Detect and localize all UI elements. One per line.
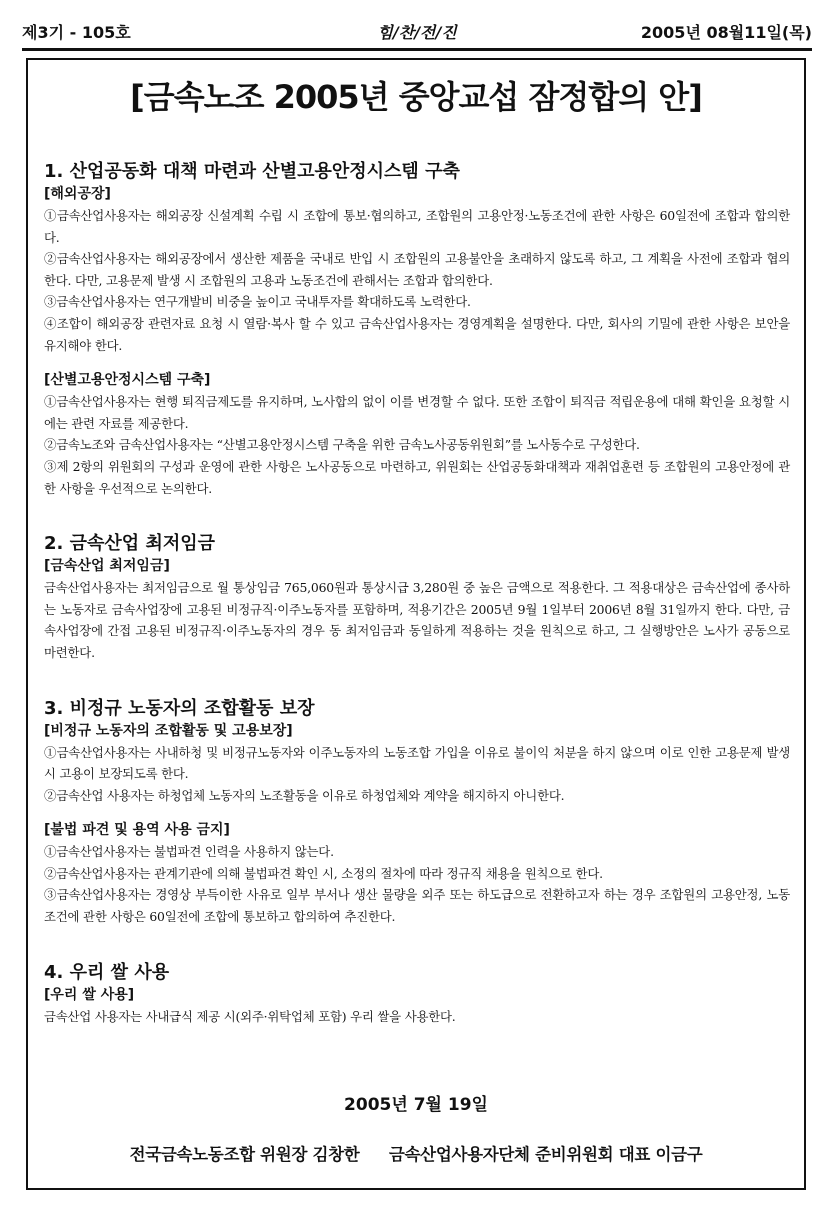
signatures bbox=[28, 1141, 804, 1165]
clause: ④조합이 해외공장 관련자료 요청 시 열람·복사 할 수 있고 금속산업사용자는 경영계획을 설명한다. 다만, 회사의 기밀에 관한 사항은 보안을 유지해야 한다. bbox=[44, 315, 790, 353]
clause: 금속산업 사용자는 사내급식 제공 시(외주·위탁업체 포함) 우리 쌀을 사용한다. bbox=[44, 1008, 456, 1024]
subsection-title: [비정규 노동자의 조합활동 및 고용보장] bbox=[44, 722, 293, 739]
clause: ②금속산업사용자는 관계기관에 의해 불법파견 확인 시, 소정의 절차에 따라 정규직 채용을 원칙으로 한다. bbox=[44, 865, 603, 881]
document-frame bbox=[26, 58, 806, 1190]
clause: ③금속산업사용자는 연구개발비 비중을 높이고 국내투자를 확대하도록 노력한다. bbox=[44, 294, 471, 310]
page-header bbox=[22, 18, 812, 51]
clause: ①금속산업사용자는 사내하청 및 비정규노동자와 이주노동자의 노동조합 가입을 이유로 불이익 처분을 하지 않으며 이로 인한 고용문제 발생시 고용이 보장되도록 한다. bbox=[44, 744, 790, 782]
clause: ②금속노조와 금속산업사용자는 “산별고용안정시스템 구축을 위한 금속노사공동위원회”를 노사동수로 구성한다. bbox=[44, 437, 640, 453]
document-title: [금속노조 2005년 중앙교섭 잠정합의 안] bbox=[130, 78, 702, 116]
subsection-title: [해외공장] bbox=[44, 186, 111, 202]
clause: ①금속산업사용자는 현행 퇴직금제도를 유지하며, 노사합의 없이 이를 변경할 수 없다. 또한 조합이 퇴직금 적립운용에 대해 확인을 요청할 시에는 관련 자료를 제공한다. bbox=[44, 394, 790, 431]
clause: ①금속산업사용자는 해외공장 신설계획 수립 시 조합에 통보·협의하고, 조합원의 고용안정·노동조건에 관한 사항은 60일전에 조합과 합의한다. bbox=[44, 208, 790, 245]
agreement-date: 2005년 7월 19일 bbox=[344, 1095, 488, 1115]
employer-signature: 금속산업사용자단체 준비위원회 대표 이금구 bbox=[388, 1145, 703, 1164]
clause: 금속산업사용자는 최저임금으로 월 통상임금 765,060원과 통상시급 3,280원 중 높은 금액으로 적용한다. 그 적용대상은 금속산업에 종사하는 노동자로 금속사업장에 고용된 비정규직·이주노동자를 포함하며, 적용기간은 2005년 9월 1일부터 2006년 8월 31일까지 한다. 다만, 금속사업장에 간접 고용된 비정규직·이주노동자의 경우 동 최저임금과 동일하게 적용하는 것을 원칙으로 하고, 그 실행방안은 노사가 공동으로 마련한다. bbox=[44, 580, 790, 660]
section-title: 4. 우리 쌀 사용 bbox=[44, 961, 170, 983]
issue-date: 2005년 08월11일(목) bbox=[640, 23, 812, 42]
union-signature: 전국금속노동조합 위원장 김창한 bbox=[129, 1145, 360, 1164]
section-title: 1. 산업공동화 대책 마련과 산별고용안정시스템 구축 bbox=[44, 161, 460, 182]
issue-number: 제3기 - 105호 bbox=[22, 23, 131, 42]
clause: ③제 2항의 위원회의 구성과 운영에 관한 사항은 노사공동으로 마련하고, 위원회는 산업공동화대책과 재취업훈련 등 조합원의 고용안정에 관한 사항을 우선적으로 논의한다. bbox=[44, 458, 790, 496]
clause: ②금속산업 사용자는 하청업체 노동자의 노조활동을 이유로 하청업체와 계약을 해지하지 아니한다. bbox=[44, 787, 565, 803]
document-body bbox=[44, 160, 790, 1027]
subsection-title: [우리 쌀 사용] bbox=[44, 986, 135, 1003]
section-title: 2. 금속산업 최저임금 bbox=[44, 533, 215, 555]
clause: ③금속산업사용자는 경영상 부득이한 사유로 일부 부서나 생산 물량을 외주 또는 하도급으로 전환하고자 하는 경우 조합원의 고용안정, 노동조건에 관한 사항은 60일전에 조합에 통보하고 합의하여 추진한다. bbox=[44, 887, 790, 925]
subsection-title: [산별고용안정시스템 구축] bbox=[44, 372, 211, 389]
clause: ②금속산업사용자는 해외공장에서 생산한 제품을 국내로 반입 시 조합원의 고용불안을 초래하지 않도록 하고, 그 계획을 사전에 조합과 협의한다. 다만, 고용문제 발생 시 조합원의 고용과 노동조건에 관해서는 조합과 합의한다. bbox=[44, 251, 790, 288]
section-title: 3. 비정규 노동자의 조합활동 보장 bbox=[44, 697, 315, 719]
clause: ①금속산업사용자는 불법파견 인력을 사용하지 않는다. bbox=[44, 844, 334, 860]
subsection-title: [불법 파견 및 용역 사용 금지] bbox=[44, 822, 230, 839]
subsection-title: [금속산업 최저임금] bbox=[44, 558, 170, 575]
newsletter-slogan: 힘/찬/전/진 bbox=[377, 23, 457, 42]
